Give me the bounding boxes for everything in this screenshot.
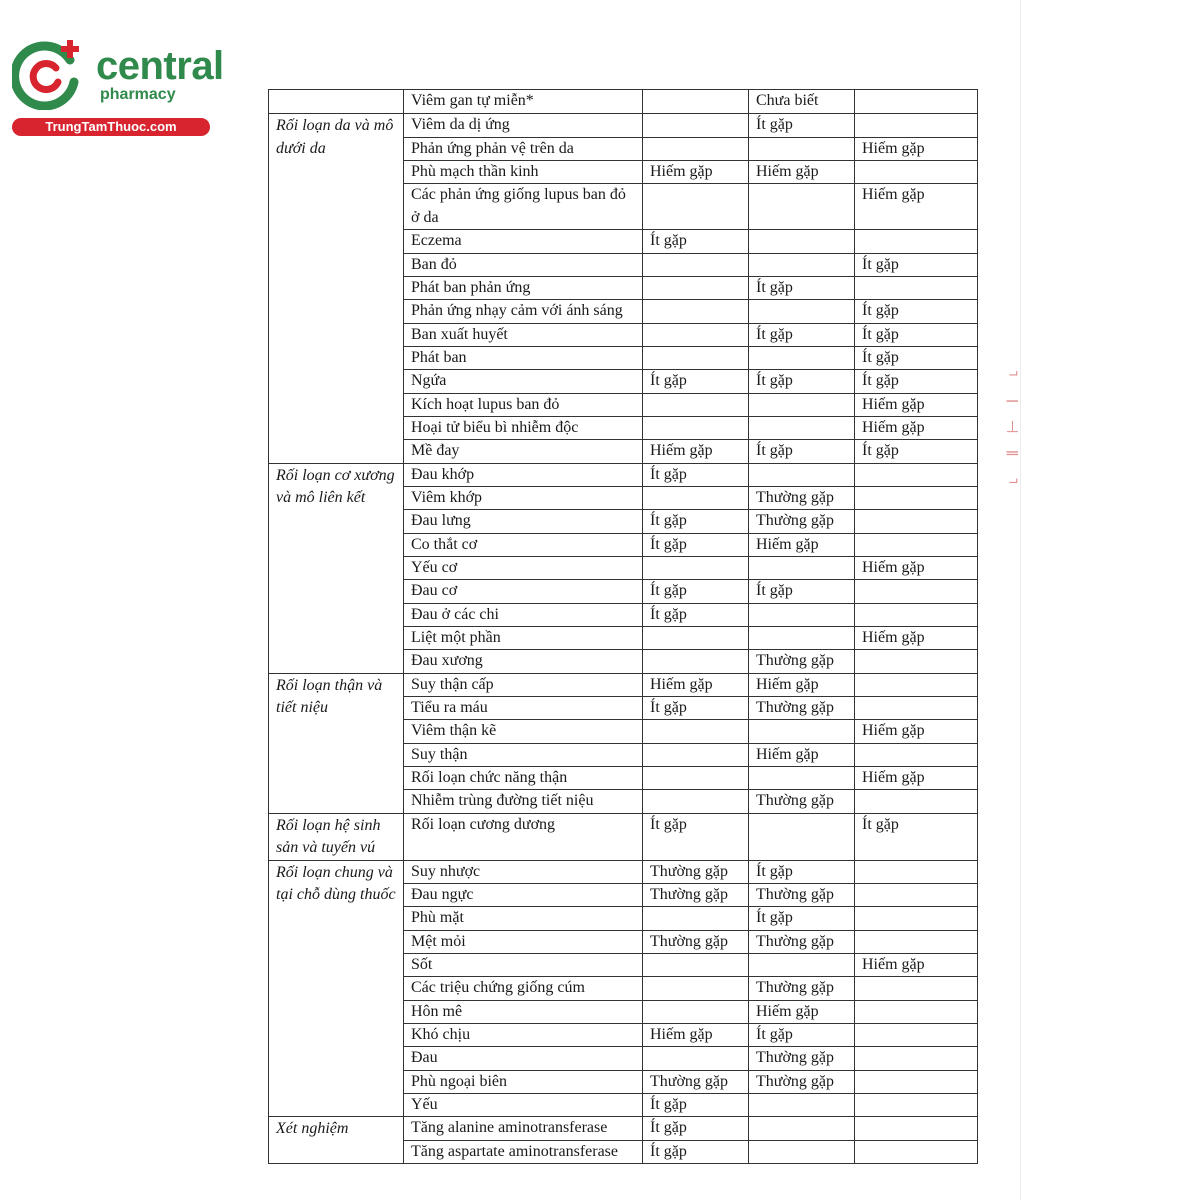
frequency-cell xyxy=(643,627,749,650)
frequency-cell xyxy=(749,393,855,416)
reaction-cell: Viêm thận kẽ xyxy=(404,720,643,743)
category-cell: Rối loạn thận và tiết niệu xyxy=(269,673,404,813)
page-edge xyxy=(1020,0,1021,1200)
frequency-cell: Thường gặp xyxy=(643,930,749,953)
frequency-cell: Hiếm gặp xyxy=(749,743,855,766)
frequency-cell: Ít gặp xyxy=(749,907,855,930)
reaction-cell: Liệt một phần xyxy=(404,627,643,650)
pharmacy-cross-icon xyxy=(12,38,84,110)
reaction-cell: Các phản ứng giống lupus ban đỏ ở da xyxy=(404,184,643,230)
frequency-cell xyxy=(643,767,749,790)
reaction-cell: Đau lưng xyxy=(404,510,643,533)
frequency-cell: Hiếm gặp xyxy=(749,673,855,696)
frequency-cell xyxy=(749,137,855,160)
reaction-cell: Đau cơ xyxy=(404,580,643,603)
frequency-cell xyxy=(643,907,749,930)
reaction-cell: Mệt mỏi xyxy=(404,930,643,953)
reaction-cell: Khó chịu xyxy=(404,1024,643,1047)
frequency-cell: Thường gặp xyxy=(749,1070,855,1093)
frequency-cell: Ít gặp xyxy=(643,603,749,626)
frequency-cell: Chưa biết xyxy=(749,90,855,114)
frequency-cell: Thường gặp xyxy=(643,1070,749,1093)
frequency-cell xyxy=(855,1070,978,1093)
frequency-cell xyxy=(855,230,978,253)
frequency-cell: Thường gặp xyxy=(749,650,855,673)
frequency-cell: Thường gặp xyxy=(643,860,749,883)
reaction-cell: Suy thận xyxy=(404,743,643,766)
category-cell: Rối loạn hệ sinh sản và tuyến vú xyxy=(269,813,404,860)
frequency-cell: Ít gặp xyxy=(749,114,855,137)
frequency-cell xyxy=(855,930,978,953)
frequency-cell: Ít gặp xyxy=(749,323,855,346)
frequency-cell: Ít gặp xyxy=(855,300,978,323)
frequency-cell xyxy=(643,557,749,580)
frequency-cell xyxy=(855,580,978,603)
frequency-cell xyxy=(855,977,978,1000)
frequency-cell xyxy=(643,137,749,160)
frequency-cell: Ít gặp xyxy=(643,697,749,720)
frequency-cell: Hiếm gặp xyxy=(643,161,749,184)
frequency-cell: Ít gặp xyxy=(749,370,855,393)
frequency-cell xyxy=(855,743,978,766)
frequency-cell xyxy=(749,346,855,369)
frequency-cell: Ít gặp xyxy=(855,813,978,860)
reaction-cell: Viêm khớp xyxy=(404,486,643,509)
frequency-cell xyxy=(749,720,855,743)
frequency-cell xyxy=(855,883,978,906)
frequency-cell: Hiếm gặp xyxy=(855,137,978,160)
frequency-cell xyxy=(855,650,978,673)
frequency-cell xyxy=(855,1000,978,1023)
frequency-cell xyxy=(749,184,855,230)
logo[interactable] xyxy=(10,36,224,136)
frequency-cell xyxy=(855,533,978,556)
frequency-cell xyxy=(643,953,749,976)
reaction-cell: Phản ứng nhạy cảm với ánh sáng xyxy=(404,300,643,323)
reaction-cell: Đau xyxy=(404,1047,643,1070)
table-row xyxy=(269,114,978,137)
frequency-cell xyxy=(643,184,749,230)
frequency-cell: Hiếm gặp xyxy=(643,1024,749,1047)
frequency-cell xyxy=(855,860,978,883)
frequency-cell xyxy=(643,486,749,509)
frequency-cell xyxy=(855,486,978,509)
frequency-cell: Thường gặp xyxy=(749,883,855,906)
reaction-cell: Viêm gan tự miễn* xyxy=(404,90,643,114)
frequency-cell: Hiếm gặp xyxy=(855,627,978,650)
reaction-cell: Viêm da dị ứng xyxy=(404,114,643,137)
reaction-cell: Phát ban phản ứng xyxy=(404,276,643,299)
frequency-cell: Hiếm gặp xyxy=(855,720,978,743)
reaction-cell: Ban xuất huyết xyxy=(404,323,643,346)
frequency-cell xyxy=(643,1000,749,1023)
frequency-cell: Ít gặp xyxy=(643,1140,749,1163)
frequency-cell: Ít gặp xyxy=(855,253,978,276)
reaction-cell: Nhiễm trùng đường tiết niệu xyxy=(404,790,643,813)
frequency-cell: Thường gặp xyxy=(749,486,855,509)
reaction-cell: Yếu cơ xyxy=(404,557,643,580)
reaction-cell: Eczema xyxy=(404,230,643,253)
frequency-cell xyxy=(643,253,749,276)
frequency-cell xyxy=(855,1047,978,1070)
reaction-cell: Các triệu chứng giống cúm xyxy=(404,977,643,1000)
reaction-cell: Rối loạn cương dương xyxy=(404,813,643,860)
frequency-cell xyxy=(643,977,749,1000)
reaction-cell: Hoại tử biểu bì nhiễm độc xyxy=(404,416,643,439)
table-row xyxy=(269,1117,978,1140)
reaction-cell: Rối loạn chức năng thận xyxy=(404,767,643,790)
brand-name: central xyxy=(96,44,224,88)
reaction-cell: Đau xương xyxy=(404,650,643,673)
reaction-cell: Tăng aspartate aminotransferase xyxy=(404,1140,643,1163)
reaction-cell: Kích hoạt lupus ban đỏ xyxy=(404,393,643,416)
frequency-cell: Thường gặp xyxy=(749,930,855,953)
reaction-cell: Đau ở các chi xyxy=(404,603,643,626)
frequency-cell xyxy=(749,557,855,580)
frequency-cell xyxy=(855,907,978,930)
frequency-cell xyxy=(643,90,749,114)
frequency-cell: Thường gặp xyxy=(749,977,855,1000)
frequency-cell: Ít gặp xyxy=(855,323,978,346)
frequency-cell xyxy=(643,720,749,743)
frequency-cell: Ít gặp xyxy=(855,370,978,393)
frequency-cell: Hiếm gặp xyxy=(855,767,978,790)
frequency-cell: Hiếm gặp xyxy=(749,1000,855,1023)
frequency-cell xyxy=(855,697,978,720)
table-row xyxy=(269,463,978,486)
frequency-cell: Ít gặp xyxy=(643,510,749,533)
frequency-cell: Hiếm gặp xyxy=(749,161,855,184)
reaction-cell: Tăng alanine aminotransferase xyxy=(404,1117,643,1140)
adverse-reactions-table xyxy=(268,89,978,1164)
reaction-cell: Ban đỏ xyxy=(404,253,643,276)
frequency-cell: Ít gặp xyxy=(643,533,749,556)
reaction-cell: Suy nhược xyxy=(404,860,643,883)
frequency-cell: Hiếm gặp xyxy=(855,416,978,439)
frequency-cell: Hiếm gặp xyxy=(749,533,855,556)
reaction-cell: Ngứa xyxy=(404,370,643,393)
frequency-cell xyxy=(643,276,749,299)
frequency-cell xyxy=(749,1094,855,1117)
frequency-cell xyxy=(855,790,978,813)
frequency-cell: Ít gặp xyxy=(643,580,749,603)
frequency-cell xyxy=(855,114,978,137)
frequency-cell xyxy=(749,603,855,626)
frequency-cell xyxy=(749,1140,855,1163)
frequency-cell xyxy=(855,276,978,299)
site-url-badge[interactable]: TrungTamThuoc.com xyxy=(12,118,210,136)
frequency-cell xyxy=(643,300,749,323)
frequency-cell xyxy=(749,813,855,860)
frequency-cell xyxy=(643,346,749,369)
frequency-cell: Ít gặp xyxy=(643,463,749,486)
category-cell: Rối loạn da và mô dưới da xyxy=(269,114,404,463)
frequency-cell: Hiếm gặp xyxy=(643,440,749,463)
reaction-cell: Sốt xyxy=(404,953,643,976)
frequency-cell: Ít gặp xyxy=(643,370,749,393)
frequency-cell: Hiếm gặp xyxy=(643,673,749,696)
frequency-cell xyxy=(749,253,855,276)
red-stamp-mark: ⌐ ǁ ⊢ ǀ ⌐ xyxy=(1005,359,1022,490)
reaction-cell: Phù ngoại biên xyxy=(404,1070,643,1093)
reaction-cell: Đau khớp xyxy=(404,463,643,486)
reaction-cell: Suy thận cấp xyxy=(404,673,643,696)
reaction-cell: Phù mặt xyxy=(404,907,643,930)
frequency-cell: Hiếm gặp xyxy=(855,184,978,230)
category-cell: Rối loạn cơ xương và mô liên kết xyxy=(269,463,404,673)
frequency-cell xyxy=(749,1117,855,1140)
frequency-cell: Hiếm gặp xyxy=(855,953,978,976)
frequency-cell: Thường gặp xyxy=(749,1047,855,1070)
frequency-cell: Hiếm gặp xyxy=(855,557,978,580)
reaction-cell: Phù mạch thần kinh xyxy=(404,161,643,184)
brand-subtitle: pharmacy xyxy=(100,86,176,103)
frequency-cell xyxy=(855,463,978,486)
frequency-cell xyxy=(643,790,749,813)
frequency-cell: Hiếm gặp xyxy=(855,393,978,416)
reaction-cell: Mề đay xyxy=(404,440,643,463)
frequency-cell: Thường gặp xyxy=(749,510,855,533)
frequency-cell: Ít gặp xyxy=(749,440,855,463)
frequency-cell: Thường gặp xyxy=(749,697,855,720)
frequency-cell xyxy=(643,650,749,673)
frequency-cell: Ít gặp xyxy=(749,580,855,603)
frequency-cell: Ít gặp xyxy=(749,276,855,299)
frequency-cell: Ít gặp xyxy=(643,1117,749,1140)
frequency-cell xyxy=(749,953,855,976)
frequency-cell xyxy=(749,300,855,323)
frequency-cell xyxy=(643,743,749,766)
frequency-cell: Thường gặp xyxy=(643,883,749,906)
frequency-cell xyxy=(643,114,749,137)
frequency-cell xyxy=(643,323,749,346)
category-cell: Xét nghiệm xyxy=(269,1117,404,1164)
frequency-cell: Ít gặp xyxy=(855,440,978,463)
frequency-cell xyxy=(855,1140,978,1163)
reaction-cell: Tiểu ra máu xyxy=(404,697,643,720)
category-cell xyxy=(269,90,404,114)
reaction-cell: Hôn mê xyxy=(404,1000,643,1023)
frequency-cell xyxy=(749,767,855,790)
frequency-cell: Ít gặp xyxy=(749,1024,855,1047)
frequency-cell xyxy=(855,603,978,626)
reaction-cell: Yếu xyxy=(404,1094,643,1117)
frequency-cell: Ít gặp xyxy=(643,813,749,860)
frequency-cell xyxy=(749,230,855,253)
frequency-cell: Thường gặp xyxy=(749,790,855,813)
category-cell: Rối loạn chung và tại chỗ dùng thuốc xyxy=(269,860,404,1117)
frequency-cell xyxy=(643,393,749,416)
table-row xyxy=(269,860,978,883)
frequency-cell xyxy=(749,627,855,650)
frequency-cell: Ít gặp xyxy=(855,346,978,369)
frequency-cell xyxy=(749,416,855,439)
frequency-cell xyxy=(643,1047,749,1070)
frequency-cell xyxy=(855,673,978,696)
frequency-cell: Ít gặp xyxy=(643,1094,749,1117)
frequency-cell xyxy=(855,1094,978,1117)
frequency-cell xyxy=(855,1024,978,1047)
table-row xyxy=(269,813,978,860)
frequency-cell xyxy=(643,416,749,439)
table-row xyxy=(269,673,978,696)
frequency-cell xyxy=(749,463,855,486)
frequency-cell xyxy=(855,510,978,533)
frequency-cell xyxy=(855,1117,978,1140)
reaction-cell: Co thắt cơ xyxy=(404,533,643,556)
reaction-cell: Đau ngực xyxy=(404,883,643,906)
reaction-cell: Phát ban xyxy=(404,346,643,369)
frequency-cell xyxy=(855,90,978,114)
frequency-cell: Ít gặp xyxy=(643,230,749,253)
frequency-cell: Ít gặp xyxy=(749,860,855,883)
table-row xyxy=(269,90,978,114)
frequency-cell xyxy=(855,161,978,184)
reaction-cell: Phản ứng phản vệ trên da xyxy=(404,137,643,160)
